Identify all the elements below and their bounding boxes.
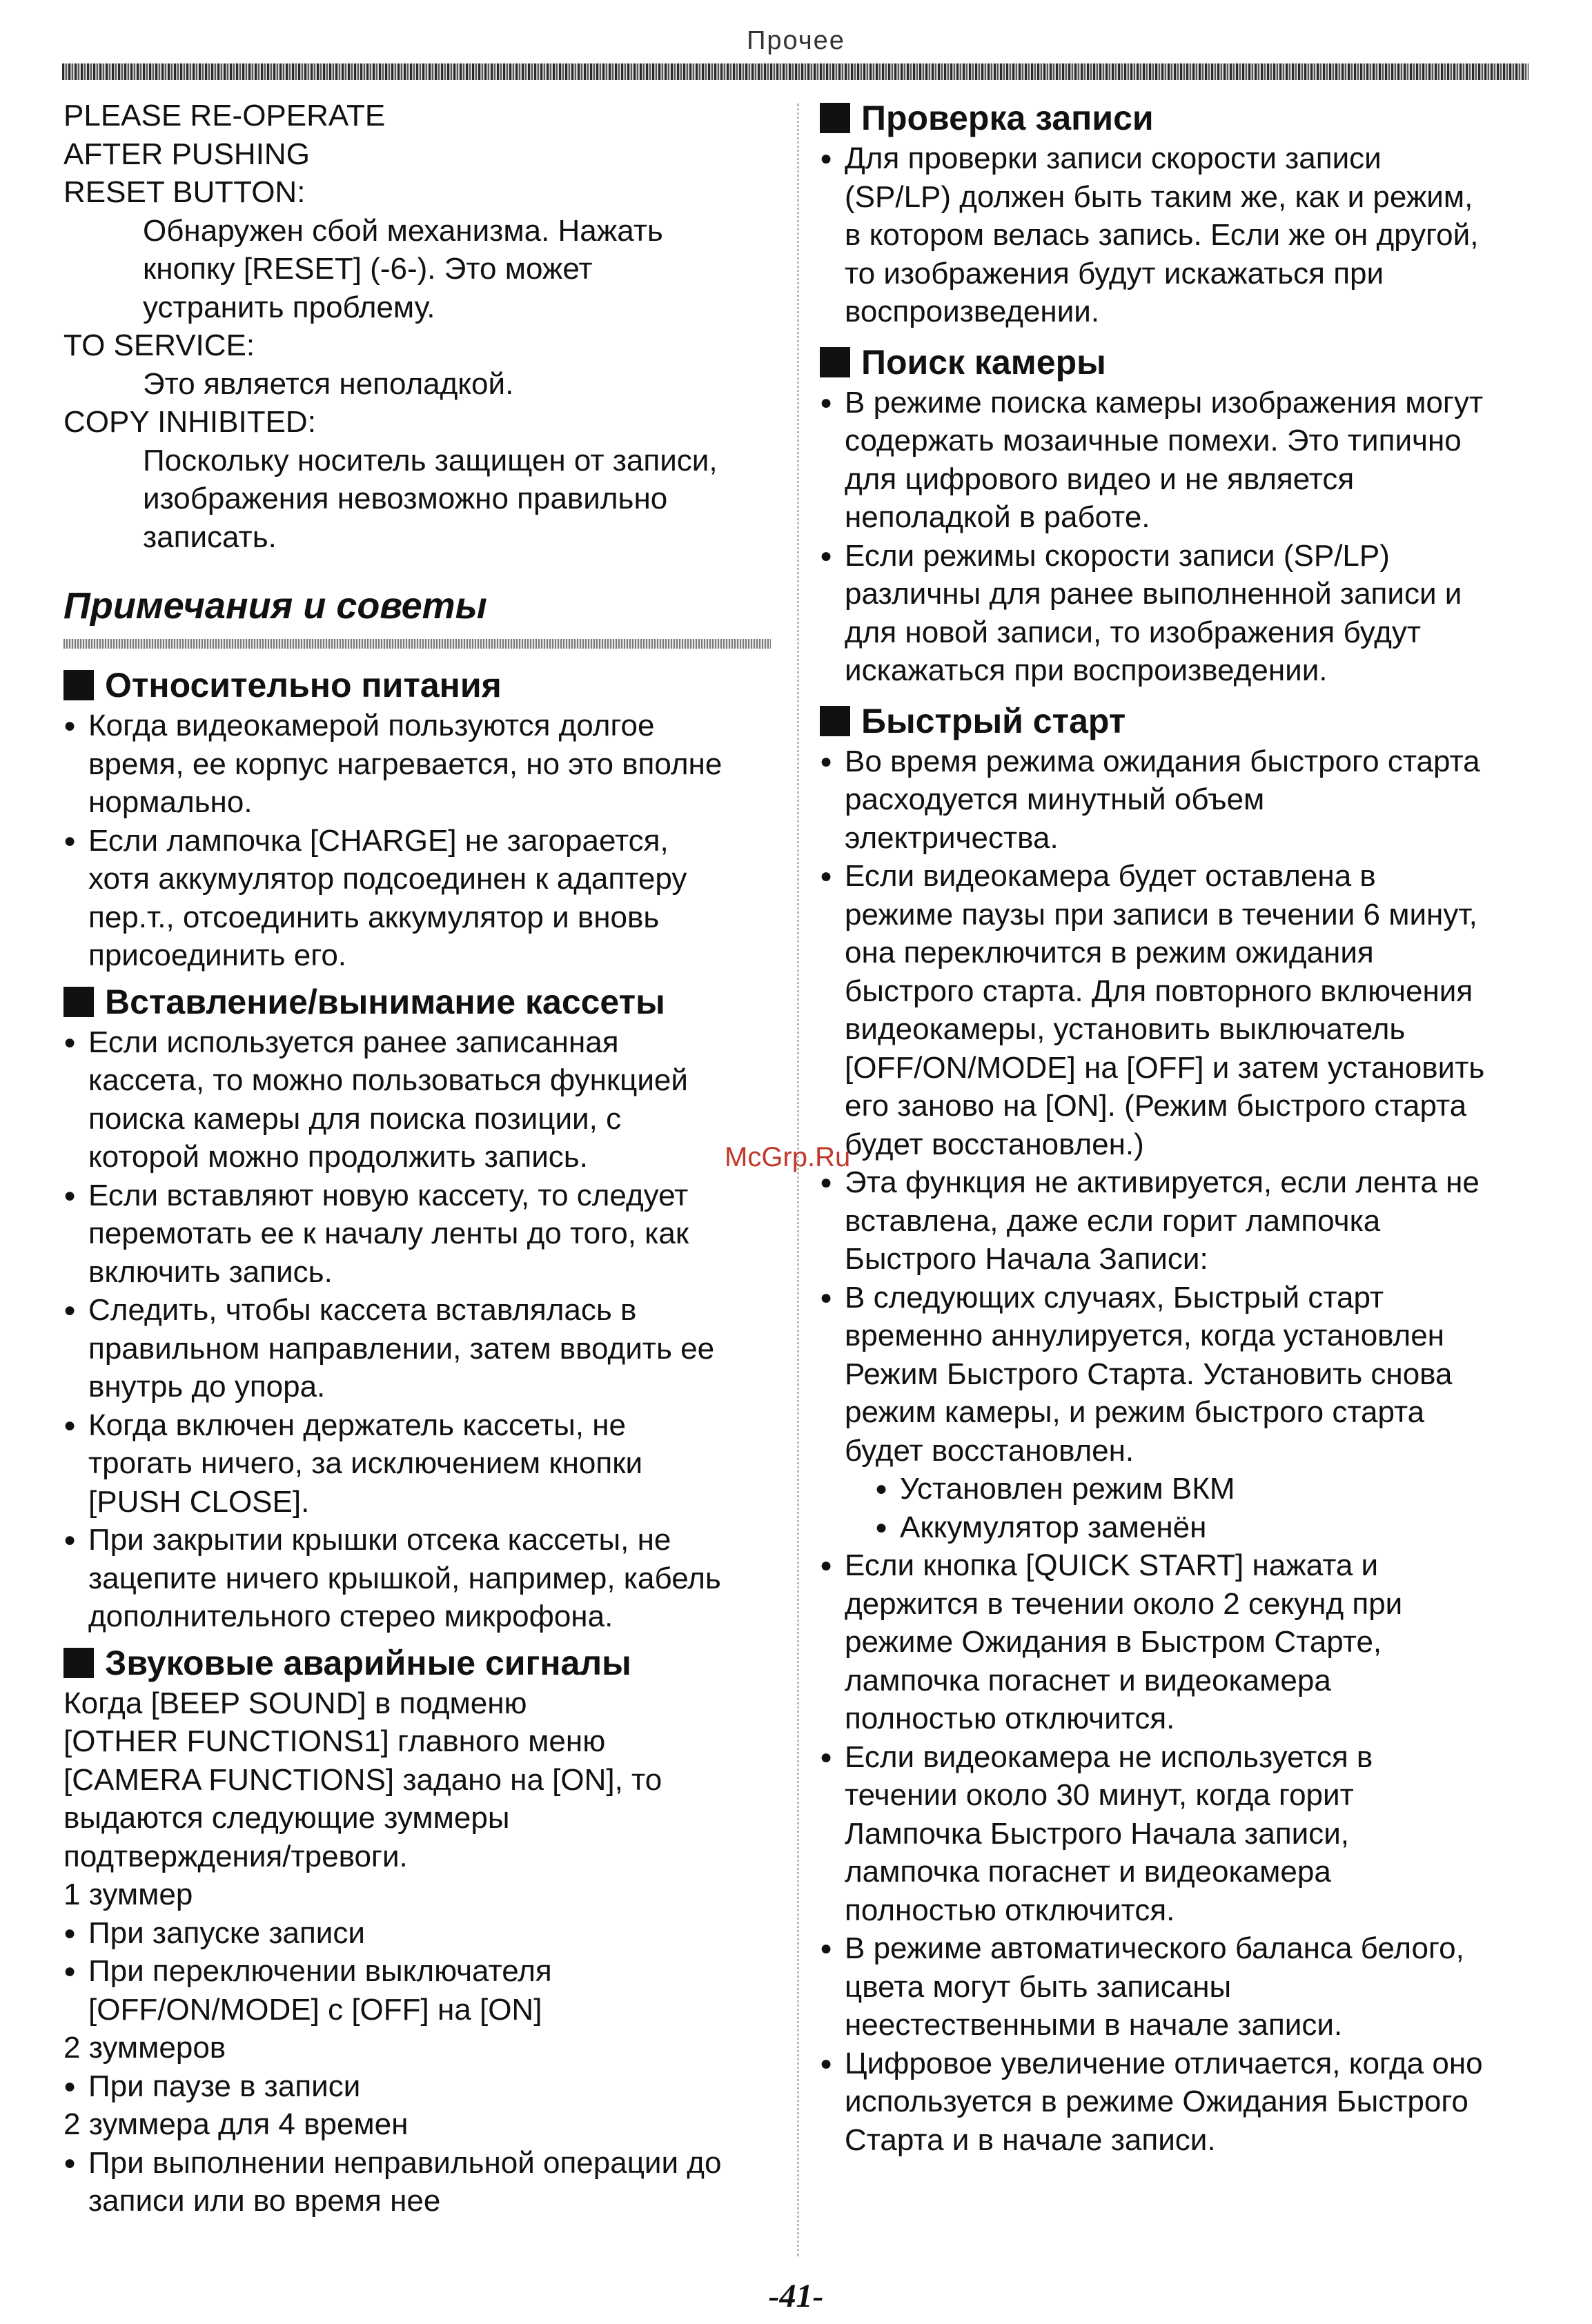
bullet-line: включить запись. <box>88 1254 333 1289</box>
bullet-line: ● При переключении выключателя <box>88 1954 552 1988</box>
bullet-item <box>63 1291 774 1406</box>
bullet-line: используется в режиме Ожидания Быстрого <box>845 2085 1468 2118</box>
bullet-line: записи или во время нее <box>88 2184 441 2218</box>
error-code-line: RESET BUTTON: <box>63 175 306 209</box>
error-code-entry <box>63 97 774 326</box>
cassette-notes <box>63 1023 774 1636</box>
beep-two-label: 2 зуммеров <box>63 2031 226 2065</box>
bullet-line: то изображения будут искажаться при <box>845 256 1384 290</box>
bullet-line: течении около 30 минут, когда горит <box>845 1778 1354 1812</box>
heading-beep <box>63 1642 774 1684</box>
heading-text: Проверка записи <box>861 99 1154 137</box>
bullet-item <box>63 1023 774 1176</box>
bullet-line: для цифрового видео и не является <box>845 462 1355 496</box>
error-code-line: PLEASE RE-OPERATE <box>63 99 386 132</box>
beep-one-notes <box>63 1914 774 2029</box>
quick-notes-b <box>820 1546 1534 2159</box>
quick-sub-notes <box>820 1470 1534 1546</box>
bullet-item <box>63 822 774 975</box>
bullet-line: различны для ранее выполненной записи и <box>845 577 1462 611</box>
bullet-item <box>820 2045 1534 2160</box>
square-bullet-icon <box>63 987 94 1017</box>
paragraph-line: Когда [BEEP SOUND] в подменю <box>63 1686 527 1720</box>
bullet-item <box>820 139 1534 331</box>
error-code-description: Обнаружен сбой механизма. Нажать <box>143 213 663 248</box>
bullet-line: ● Аккумулятор заменён <box>900 1510 1207 1544</box>
bullet-line: ● Если режимы скорости записи (SP/LP) <box>845 538 1390 573</box>
bullet-line: в котором велась запись. Если же он другой, <box>845 218 1479 252</box>
error-code-line: AFTER PUSHING <box>63 137 310 171</box>
bullet-line: внутрь до упора. <box>88 1370 326 1404</box>
power-notes <box>63 707 774 975</box>
column-divider <box>797 104 799 2256</box>
error-code-description: устранить проблему. <box>143 290 435 324</box>
error-code-description: кнопку [RESET] (-6-). Это может <box>143 252 593 286</box>
bullet-line: ● При выполнении неправильной операции до <box>88 2145 722 2180</box>
bullet-line: правильном направлении, затем вводить ее <box>88 1331 715 1366</box>
bullet-line: будет восстановлен. <box>845 1433 1134 1468</box>
error-code-entry <box>63 326 774 403</box>
beep-intro <box>63 1684 774 1876</box>
bullet-line: его заново на [ON]. (Режим быстрого старта <box>845 1089 1467 1123</box>
page-header: Прочее <box>747 26 845 55</box>
error-codes <box>63 97 774 556</box>
bullet-item <box>820 537 1534 690</box>
bullet-line: пер.т., отсоединить аккумулятор и вновь <box>88 900 660 934</box>
error-code-line: TO SERVICE: <box>63 328 255 362</box>
bullet-line: держится в течении около 2 секунд при <box>845 1586 1403 1621</box>
bullet-line: временно аннулируется, когда установлен <box>845 1319 1444 1352</box>
bullet-line: ● Следить, чтобы кассета вставлялась в <box>88 1293 637 1327</box>
sub-bullet-item <box>820 1508 1534 1547</box>
bullet-item <box>63 1952 774 2029</box>
bullet-line: [PUSH CLOSE]. <box>88 1484 310 1519</box>
sub-bullet-item <box>820 1470 1534 1508</box>
bullet-line: воспроизведении. <box>845 295 1100 328</box>
bullet-line: полностью отключится. <box>845 1702 1175 1735</box>
bullet-line: зацепите ничего крышкой, например, кабель <box>88 1561 721 1595</box>
bullet-line: ● Эта функция не активируется, если лента не <box>845 1165 1480 1199</box>
quick-notes-a <box>820 742 1534 1470</box>
bullet-line: видеокамеры, установить выключатель <box>845 1012 1406 1046</box>
bullet-item <box>63 1406 774 1522</box>
bullet-item <box>820 1163 1534 1279</box>
bullet-line: искажаться при воспроизведении. <box>845 653 1328 687</box>
bullet-line: [OFF/ON/MODE] на [OFF] и затем установить <box>845 1050 1485 1085</box>
bullet-line: поиска камеры для поиска позиции, с <box>88 1101 622 1136</box>
bullet-line: ● Если видеокамера не используется в <box>845 1740 1373 1774</box>
bullet-line: (SP/LP) должен быть таким же, как и режим, <box>845 179 1473 214</box>
bullet-line: ● При закрытии крышки отсека кассеты, не <box>88 1523 671 1557</box>
bullet-line: Быстрого Начала Записи: <box>845 1242 1208 1276</box>
heading-text: Быстрый старт <box>861 701 1126 740</box>
bullet-line: для новой записи, то изображения будут <box>845 615 1422 649</box>
bullet-item <box>63 1176 774 1292</box>
square-bullet-icon <box>820 347 850 377</box>
bullet-item <box>820 1279 1534 1470</box>
bullet-line: ● Во время режима ожидания быстрого старта <box>845 744 1480 778</box>
bullet-line: ● Если лампочка [CHARGE] не загорается, <box>88 823 669 858</box>
heading-power <box>63 664 774 707</box>
bullet-line: ● В режиме поиска камеры изображения могут <box>845 385 1484 420</box>
bullet-item <box>63 1914 774 1953</box>
bullet-item <box>820 1546 1534 1738</box>
bullet-line: ● Когда включен держатель кассеты, не <box>88 1408 627 1442</box>
heading-text: Относительно питания <box>105 666 502 705</box>
paragraph-line: [CAMERA FUNCTIONS] задано на [ON], то <box>63 1762 662 1797</box>
bullet-item <box>820 384 1534 537</box>
bullet-line: время, ее корпус нагревается, но это вполне <box>88 747 723 781</box>
heading-text: Вставление/вынимание кассеты <box>105 982 665 1021</box>
bullet-line: ● Если используется ранее записанная <box>88 1025 619 1059</box>
beep-four-label: 2 зуммера для 4 времен <box>63 2107 409 2141</box>
bullet-line: ● Если кнопка [QUICK START] нажата и <box>845 1548 1379 1582</box>
bullet-line: ● Для проверки записи скорости записи <box>845 141 1382 175</box>
bullet-line: лампочка погаснет и видеокамера <box>845 1855 1331 1889</box>
bullet-line: нормально. <box>88 785 253 819</box>
bullet-line: она переключится в режим ожидания <box>845 936 1374 969</box>
bullet-item <box>63 1521 774 1636</box>
bullet-line: дополнительного стерео микрофона. <box>88 1599 613 1633</box>
right-column <box>820 97 1534 2159</box>
heading-cassette <box>63 981 774 1023</box>
bullet-line: неполадкой в работе. <box>845 500 1150 534</box>
bullet-line: перемотать ее к началу ленты до того, как <box>88 1217 689 1250</box>
bullet-line: ● Установлен режим ВКМ <box>900 1472 1235 1506</box>
bullet-line: ● При паузе в записи <box>88 2069 361 2103</box>
beep-one-label: 1 зуммер <box>63 1878 193 1911</box>
bullet-line: присоединить его. <box>88 938 347 972</box>
bullet-item <box>820 742 1534 858</box>
bullet-line: ● Когда видеокамерой пользуются долгое <box>88 709 655 742</box>
page-number: -41- <box>768 2278 824 2314</box>
bullet-line: режиме Ожидания в Быстром Старте, <box>845 1625 1382 1659</box>
bullet-line: кассета, то можно пользоваться функцией <box>88 1063 688 1097</box>
bullet-line: лампочка погаснет и видеокамера <box>845 1663 1331 1697</box>
left-column <box>63 97 774 2220</box>
square-bullet-icon <box>63 1648 94 1678</box>
square-bullet-icon <box>820 706 850 736</box>
bullet-line: ● При запуске записи <box>88 1916 365 1950</box>
bullet-line: содержать мозаичные помехи. Это типично <box>845 424 1462 457</box>
section-title-rule <box>63 639 771 649</box>
error-code-description: Это является неполадкой. <box>143 366 514 401</box>
bullet-line: [OFF/ON/MODE] с [OFF] на [ON] <box>88 1992 542 2027</box>
paragraph-line: выдаются следующие зуммеры <box>63 1801 510 1835</box>
bullet-line: хотя аккумулятор подсоединен к адаптеру <box>88 862 687 896</box>
bullet-line: будет восстановлен.) <box>845 1127 1144 1161</box>
bullet-line: трогать ничего, за исключением кнопки <box>88 1446 643 1480</box>
bullet-item <box>63 707 774 822</box>
bullet-line: расходуется минутный объем <box>845 782 1265 816</box>
heading-check <box>820 97 1534 139</box>
bullet-line: ● Если видеокамера будет оставлена в <box>845 859 1376 893</box>
error-code-description: записать. <box>143 520 277 554</box>
heading-text: Звуковые аварийные сигналы <box>105 1643 631 1682</box>
bullet-line: режиме паузы при записи в течении 6 минут, <box>845 897 1477 932</box>
bullet-line: неестественными в начале записи. <box>845 2008 1343 2042</box>
bullet-line: ● В следующих случаях, Быстрый старт <box>845 1280 1384 1314</box>
error-code-description: изображения невозможно правильно <box>143 482 668 515</box>
section-title-notes: Примечания и советы <box>63 585 487 627</box>
error-code-entry <box>63 403 774 556</box>
bullet-line: Старта и в начале записи. <box>845 2123 1216 2157</box>
bullet-item <box>63 2067 774 2106</box>
square-bullet-icon <box>820 103 850 133</box>
error-code-line: COPY INHIBITED: <box>63 405 316 439</box>
bullet-line: ● В режиме автоматического баланса белого, <box>845 1931 1464 1965</box>
heading-quick <box>820 700 1534 742</box>
paragraph-line: подтверждения/тревоги. <box>63 1839 408 1873</box>
bullet-line: Лампочка Быстрого Начала записи, <box>845 1816 1350 1851</box>
bullet-line: быстрого старта. Для повторного включения <box>845 974 1473 1008</box>
bullet-line: электричества. <box>845 820 1059 855</box>
watermark: McGrp.Ru <box>725 1142 851 1172</box>
paragraph-line: [OTHER FUNCTIONS1] главного меню <box>63 1724 606 1758</box>
bullet-item <box>820 1738 1534 1930</box>
heading-search <box>820 341 1534 384</box>
bullet-line: ● Если вставляют новую кассету, то следует <box>88 1178 689 1212</box>
error-code-description: Поскольку носитель защищен от записи, <box>143 443 718 477</box>
search-notes <box>820 384 1534 690</box>
bullet-line: ● Цифровое увеличение отличается, когда оно <box>845 2046 1483 2080</box>
check-notes <box>820 139 1534 331</box>
bullet-item <box>820 857 1534 1163</box>
bullet-line: которой можно продолжить запись. <box>88 1140 588 1174</box>
bullet-line: режим камеры, и режим быстрого старта <box>845 1395 1425 1429</box>
beep-two-notes <box>63 2067 774 2106</box>
header-rule <box>62 63 1529 80</box>
beep-four-notes <box>63 2144 774 2220</box>
bullet-line: Режим Быстрого Старта. Установить снова <box>845 1357 1453 1391</box>
bullet-line: цвета могут быть записаны <box>845 1969 1232 2004</box>
bullet-item <box>63 2144 774 2220</box>
bullet-line: полностью отключится. <box>845 1893 1175 1927</box>
square-bullet-icon <box>63 670 94 700</box>
bullet-line: вставлена, даже если горит лампочка <box>845 1203 1381 1238</box>
bullet-item <box>820 1929 1534 2045</box>
heading-text: Поиск камеры <box>861 342 1106 382</box>
